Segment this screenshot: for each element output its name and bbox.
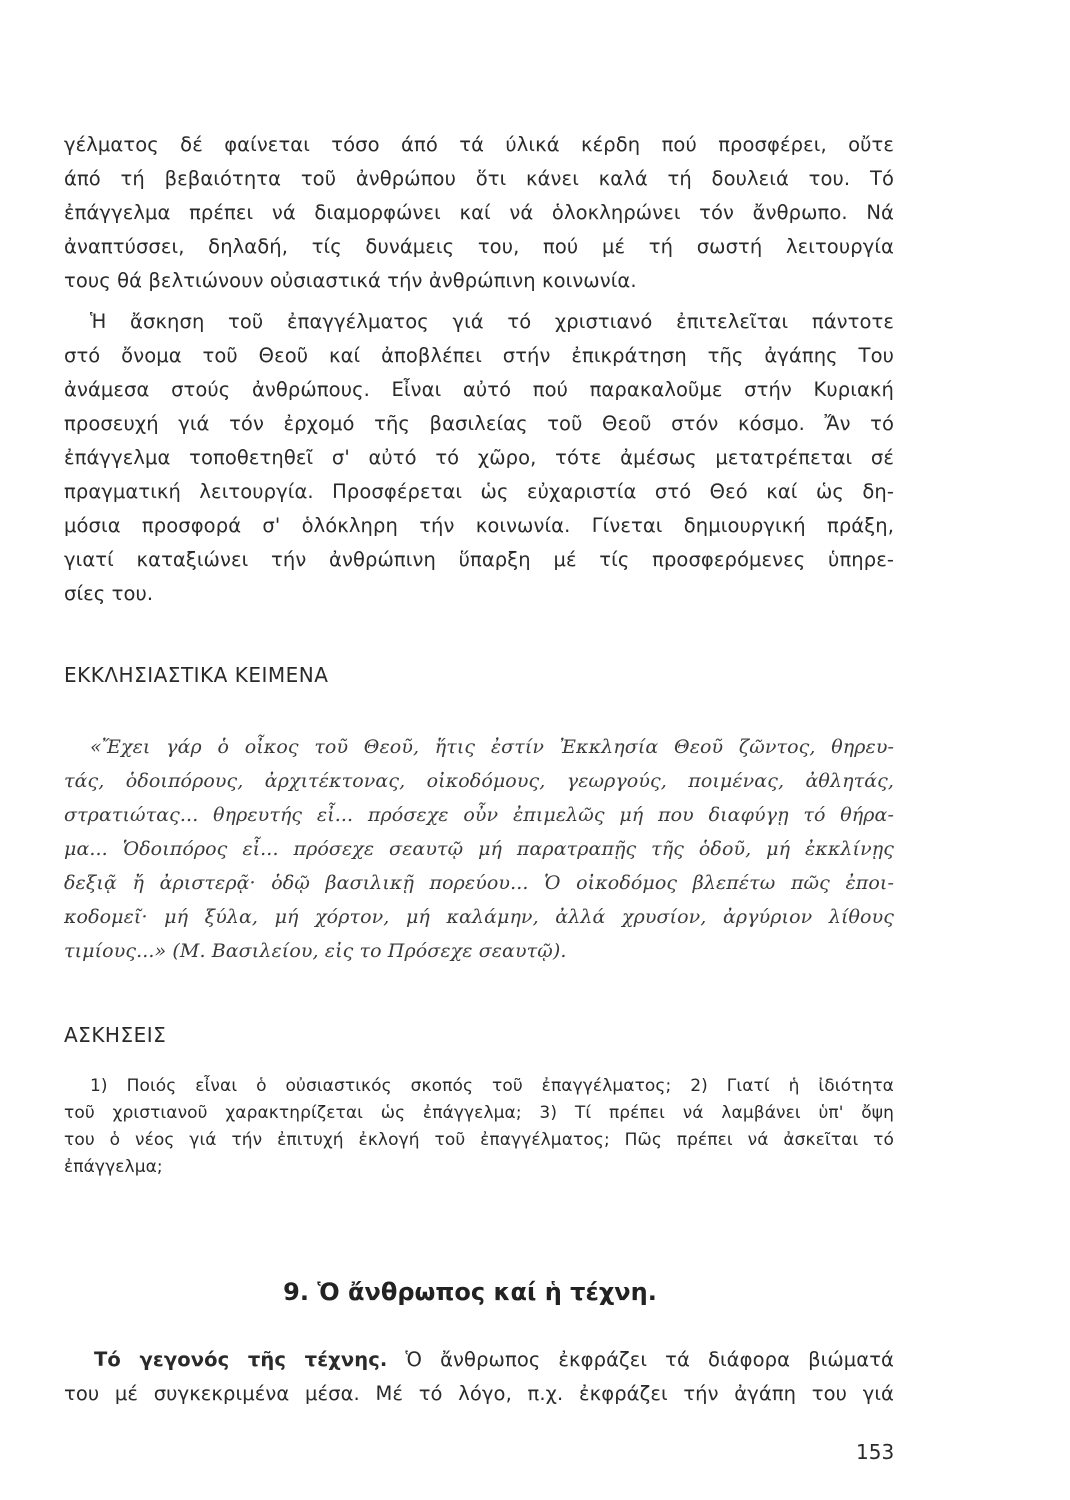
section-line-2: του μέ συγκεκριμένα μέσα. Μέ τό λόγο, π.χ. ἐκφράζει τήν ἀγάπη του γιά <box>64 1382 894 1405</box>
text-line: Ἡ ἄσκηση τοῦ ἐπαγγέλματος γιά τό χριστιανό ἐπιτελεῖται πάντοτε <box>90 310 894 333</box>
text-line: ἐπάγγελμα πρέπει νά διαμορφώνει καί νά ὁλοκληρώνει τόν ἄνθρωπο. Νά <box>64 201 894 224</box>
section-lead: Τό γεγονός τῆς τέχνης. <box>94 1348 388 1371</box>
text-line: πραγματική λειτουργία. Προσφέρεται ὡς εὐχαριστία στό Θεό καί ὡς δη- <box>64 480 894 503</box>
paragraph-2 <box>64 305 894 611</box>
text-line: σίες του. <box>64 582 154 605</box>
section-line-1-rest: Ὁ ἄνθρωπος ἐκφράζει τά διάφορα βιώματά <box>387 1348 895 1371</box>
exercise-line: τοῦ χριστιανοῦ χαρακτηρίζεται ὡς ἐπάγγελμα; 3) Τί πρέπει νά λαμβάνει ὑπ' ὄψη <box>64 1103 894 1123</box>
quote-line: «Ἔχει γάρ ὁ οἶκος τοῦ Θεοῦ, ἥτις ἐστίν Ἐκκλησία Θεοῦ ζῶντος, θηρευ- <box>90 736 894 758</box>
text-line: ἀναπτύσσει, δηλαδή, τίς δυνάμεις του, πού μέ τή σωστή λειτουργία <box>64 235 894 258</box>
chapter-title: 9. Ὁ ἄνθρωπος καί ἡ τέχνη. <box>283 1278 657 1306</box>
quote-line: δεξιᾷ ἤ ἀριστερᾷ· ὁδῷ βασιλικῇ πορεύου... Ὁ οἰκοδόμος βλεπέτω πῶς ἐποι- <box>64 872 894 894</box>
page-number: 153 <box>856 1440 895 1464</box>
text-line: τους θά βελτιώνουν οὐσιαστικά τήν ἀνθρώπινη κοινωνία. <box>64 269 637 292</box>
exercise-line: 1) Ποιός εἶναι ὁ οὐσιαστικός σκοπός τοῦ ἐπαγγέλματος; 2) Γιατί ἡ ἰδιότητα <box>90 1076 894 1096</box>
text-line: άπό τή βεβαιότητα τοῦ ἀνθρώπου ὅτι κάνει καλά τή δουλειά του. Τό <box>64 167 894 190</box>
text-line: γιατί καταξιώνει τήν ἀνθρώπινη ὕπαρξη μέ τίς προσφερόμενες ὑπηρε- <box>64 548 894 571</box>
section-intro <box>64 1343 894 1411</box>
exercise-line: του ὁ νέος γιά τήν ἐπιτυχή ἐκλογή τοῦ ἐπαγγέλματος; Πῶς πρέπει νά ἀσκεῖται τό <box>64 1130 894 1150</box>
quote-line: κοδομεῖ· μή ξύλα, μή χόρτον, μή καλάμην, ἀλλά χρυσίον, ἀργύριον λίθους <box>64 906 894 928</box>
exercises-heading: ΑΣΚΗΣΕΙΣ <box>64 1023 167 1047</box>
text-line: στό ὄνομα τοῦ Θεοῦ καί ἀποβλέπει στήν ἐπικράτηση τῆς ἀγάπης Του <box>64 344 894 367</box>
quote-line: μα... Ὁδοιπόρος εἶ... πρόσεχε σεαυτῷ μή παρατραπῇς τῆς ὁδοῦ, μή ἐκκλίνῃς <box>64 838 894 860</box>
text-line: μόσια προσφορά σ' ὁλόκληρη τήν κοινωνία. Γίνεται δημιουργική πράξη, <box>64 514 894 537</box>
quote-line: τιμίους...» (Μ. Βασιλείου, εἰς το Πρόσεχε σεαυτῷ). <box>64 940 567 962</box>
exercise-line: ἐπάγγελμα; <box>64 1157 163 1177</box>
quote-line: στρατιώτας... θηρευτής εἶ... πρόσεχε οὖν ἐπιμελῶς μή που διαφύγῃ τό θήρα- <box>64 804 894 826</box>
church-texts-heading: ΕΚΚΛΗΣΙΑΣΤΙΚΑ ΚΕΙΜΕΝΑ <box>64 663 329 687</box>
text-line: προσευχή γιά τόν ἐρχομό τῆς βασιλείας τοῦ Θεοῦ στόν κόσμο. Ἄν τό <box>64 412 894 435</box>
quote-line: τάς, ὁδοιπόρους, ἀρχιτέκτονας, οἰκοδόμους, γεωργούς, ποιμένας, ἀθλητάς, <box>64 770 894 792</box>
church-quote <box>64 730 894 968</box>
text-line: γέλματος δέ φαίνεται τόσο άπό τά ύλικά κέρδη πού προσφέρει, οὔτε <box>64 133 894 156</box>
text-line: ἐπάγγελμα τοποθετηθεῖ σ' αὐτό τό χῶρο, τότε ἀμέσως μετατρέπεται σέ <box>64 446 894 469</box>
paragraph-1 <box>64 128 894 298</box>
section-line-1 <box>64 1343 894 1377</box>
exercises-list <box>64 1073 894 1181</box>
text-line: ἀνάμεσα στούς ἀνθρώπους. Εἶναι αὐτό πού παρακαλοῦμε στήν Κυριακή <box>64 378 894 401</box>
